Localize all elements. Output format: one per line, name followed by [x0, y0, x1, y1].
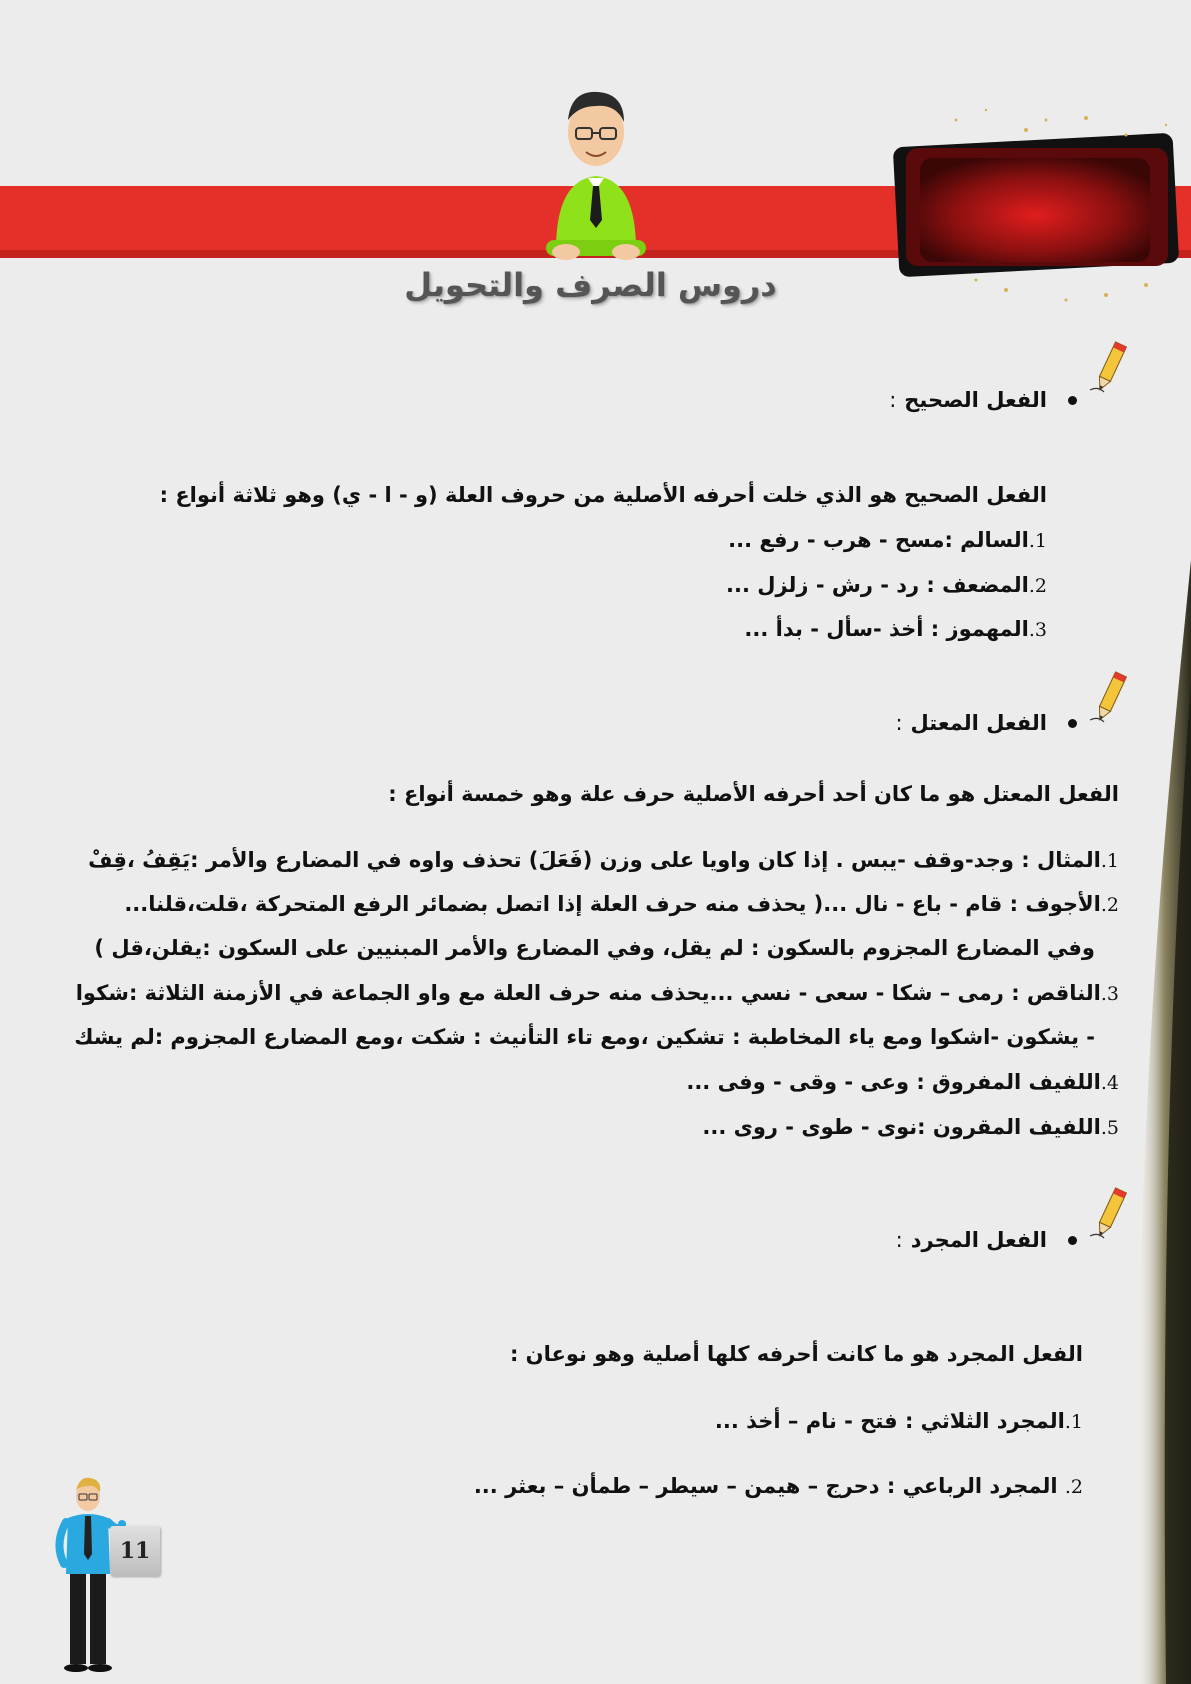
list-item: [715, 1407, 1083, 1436]
heading-text: الفعل الصحيح: [904, 388, 1047, 412]
page-title: [0, 266, 1191, 304]
heading-text: الفعل المعتل: [910, 711, 1047, 735]
section-heading-mutal: [895, 709, 1047, 737]
pencil-icon: [1088, 338, 1132, 398]
list-item: [726, 571, 1047, 600]
bullet-dot: [1068, 719, 1077, 728]
list-item: [702, 1113, 1119, 1142]
item-number: 4.: [1100, 1072, 1119, 1094]
item-text: اللفيف المقرون :نوى - طوى - روى ...: [702, 1115, 1101, 1139]
item-number: 2.: [1064, 1476, 1083, 1498]
list-item: [124, 890, 1119, 919]
sahih-definition: الفعل الصحيح هو الذي خلت أحرفه الأصلية من حروف العلة (و - ا - ي) وهو ثلاثة أنواع :: [159, 483, 1047, 507]
item-number: 1.: [1100, 850, 1119, 872]
pencil-icon: [1088, 668, 1132, 728]
item-number: 3.: [1100, 983, 1119, 1005]
item-number: 3.: [1028, 619, 1047, 641]
item-number: 1.: [1028, 530, 1047, 552]
item-text: الأجوف : قام - باع - نال ...( يحذف منه حرف العلة إذا اتصل بضمائر الرفع المتحركة ،قلت،قلنا...: [124, 892, 1101, 916]
list-item: [686, 1068, 1119, 1097]
item-text: المجرد الثلاثي : فتح - نام – أخذ ...: [714, 1409, 1065, 1433]
item-text: المجرد الرباعي : دحرج – هيمن – سيطر – طمأن – بعثر ...: [473, 1474, 1065, 1498]
item-text: اللفيف المفروق : وعى - وقى - وفى ...: [686, 1070, 1101, 1094]
bullet-dot: [1068, 1236, 1077, 1245]
list-item-continuation: [74, 1023, 1095, 1051]
heading-colon: :: [895, 711, 903, 735]
item-text: المثال : وجد-وقف -يبس . إذا كان واويا على وزن (فَعَلَ) تحذف واوه في المضارع والأمر :يَقِفُ ،قِفْ: [88, 848, 1101, 872]
bullet-dot: [1068, 396, 1077, 405]
item-number: 5.: [1100, 1117, 1119, 1139]
section-heading-mujarrad: [896, 1226, 1047, 1254]
list-item: [76, 979, 1119, 1008]
item-text: المضعف : رد - رش - زلزل ...: [726, 573, 1029, 597]
item-text: السالم :مسح - هرب - رفع ...: [728, 528, 1029, 552]
mutal-definition: الفعل المعتل هو ما كان أحد أحرفه الأصلية حرف علة وهو خمسة أنواع :: [388, 782, 1119, 806]
list-item: [88, 846, 1119, 875]
item-text: المهموز : أخذ -سأل - بدأ ...: [744, 617, 1029, 641]
page-title-text: دروس الصرف والتحويل: [404, 266, 777, 304]
pencil-icon: [1088, 1184, 1132, 1244]
heading-text: الفعل المجرد: [910, 1228, 1047, 1252]
heading-colon: :: [895, 1228, 903, 1252]
list-item-continuation: [94, 934, 1095, 962]
list-item: [728, 526, 1047, 555]
list-item: [744, 615, 1047, 644]
item-text: وفي المضارع المجزوم بالسكون : لم يقل، وفي المضارع والأمر المبنيين على السكون :يقلن،قل ): [94, 936, 1095, 960]
item-number: 1.: [1064, 1411, 1083, 1433]
mujarrad-definition: الفعل المجرد هو ما كانت أحرفه كلها أصلية وهو نوعان :: [509, 1342, 1083, 1366]
section-heading-sahih: [889, 386, 1047, 414]
page-number: 11: [110, 1526, 160, 1576]
teacher-mascot-illustration: [536, 80, 656, 270]
item-text: - يشكون -اشكوا ومع ياء المخاطبة : تشكين ،ومع تاء التأنيث : شكت ،ومع المضارع المجزوم :لم يشك: [74, 1025, 1095, 1049]
item-text: الناقص : رمى – شكا - سعى - نسي ...يحذف منه حرف العلة مع واو الجماعة في الأزمنة الثلاثة :شكوا: [75, 981, 1101, 1005]
list-item: [474, 1472, 1083, 1501]
item-number: 2.: [1028, 575, 1047, 597]
item-number: 2.: [1100, 894, 1119, 916]
heading-colon: :: [889, 388, 897, 412]
